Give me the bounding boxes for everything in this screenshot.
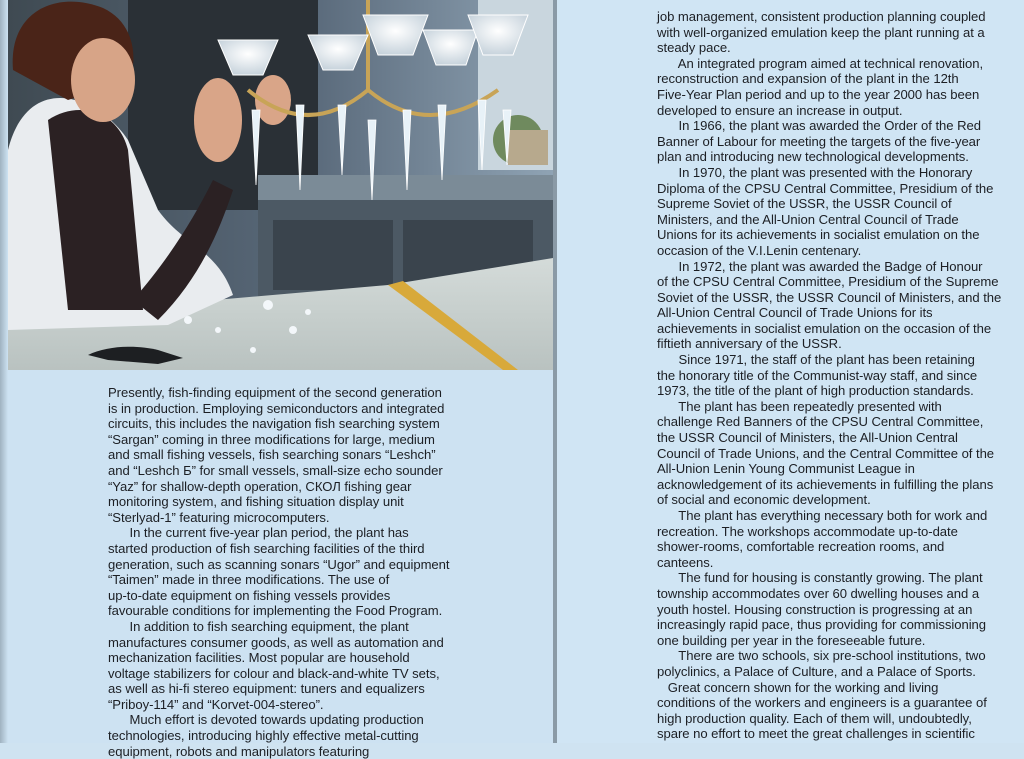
text-line: township accommodates over 60 dwelling houses and a xyxy=(657,585,980,601)
text-line: “Taimen” made in three modifications. The use of xyxy=(108,572,390,588)
text-line: favourable conditions for implementing the Food Program. xyxy=(108,603,443,619)
text-line: youth hostel. Housing construction is progressing at an xyxy=(657,601,973,617)
text-line: manufactures consumer goods, as well as automation and xyxy=(108,634,444,650)
text-line: plan and introducing new technological developments. xyxy=(657,149,969,165)
chandelier-assembly-photo xyxy=(8,0,553,370)
text-line: fiftieth anniversary of the USSR. xyxy=(657,336,842,352)
text-line: In 1970, the plant was presented with the Honorary xyxy=(657,164,973,180)
text-line: generation, such as scanning sonars “Ugor” and equipment xyxy=(108,556,450,572)
text-line: steady pace. xyxy=(657,40,731,56)
text-line: is in production. Employing semiconductors and integrated xyxy=(108,400,445,416)
text-line: high production quality. Each of them will, undoubtedly, xyxy=(657,710,972,726)
text-line: one building per year in the foreseeable future. xyxy=(657,632,926,648)
text-line: achievements in socialist emulation on the occasion of the xyxy=(657,320,992,336)
text-line: Diploma of the CPSU Central Committee, Presidium of the xyxy=(657,180,994,196)
text-line: In 1966, the plant was awarded the Order of the Red xyxy=(657,118,981,134)
text-line: technologies, introducing highly effective metal-cutting xyxy=(108,728,419,744)
text-line: In 1972, the plant was awarded the Badge of Honour xyxy=(657,258,983,274)
text-line: challenge Red Banners of the CPSU Central Committee, xyxy=(657,414,984,430)
text-line: Banner of Labour for meeting the targets of the five-year xyxy=(657,133,981,149)
text-line: In the current five-year plan period, the plant has xyxy=(108,525,409,541)
text-line: Soviet of the USSR, the USSR Council of Ministers, and the xyxy=(657,289,1002,305)
text-line: “Yaz” for shallow-depth operation, СКОЛ fishing gear xyxy=(108,478,412,494)
text-line: In addition to fish searching equipment, the plant xyxy=(108,618,409,634)
text-line: The plant has everything necessary both for work and xyxy=(657,508,988,523)
text-line: There are two schools, six pre-school institutions, two xyxy=(657,648,986,664)
text-line: with well-organized emulation keep the plant running at a xyxy=(657,24,985,40)
text-line: “Sargan” coming in three modifications for large, medium xyxy=(108,431,435,447)
text-line: “Sterlyad-1” featuring microcomputers. xyxy=(108,509,330,525)
text-line: Unions for its achievements in socialist emulation on the xyxy=(657,227,980,243)
text-line: Council of Trade Unions, and the Central Committee of the xyxy=(657,445,995,461)
text-line: as well as hi-fi stereo equipment: tuners and equalizers xyxy=(108,681,425,697)
text-line: mechanization facilities. Most popular are household xyxy=(108,650,410,666)
right-page xyxy=(557,0,1024,743)
text-line: the honorary title of the Communist-way staff, and since xyxy=(657,367,978,383)
text-line: circuits, this includes the navigation fish searching system xyxy=(108,416,440,432)
text-line: the USSR Council of Ministers, the All-Union Central xyxy=(657,430,958,446)
right-text-column xyxy=(657,9,1001,742)
text-line: reconstruction and expansion of the plant in the 12th xyxy=(657,71,959,87)
text-line: and small fishing vessels, fish searching sonars “Leshch” xyxy=(108,447,436,463)
text-line: recreation. The workshops accommodate up-to-date xyxy=(657,523,958,539)
text-line: job management, consistent production planning coupled xyxy=(657,9,986,24)
page-edge-shadow xyxy=(0,0,8,743)
text-line: Supreme Soviet of the USSR, the USSR Council of xyxy=(657,196,952,212)
text-line: and “Leshch Б” for small vessels, small-size echo sounder xyxy=(108,462,443,478)
text-line: Ministers, and the All-Union Central Council of Trade xyxy=(657,211,959,227)
text-line: of the CPSU Central Committee, Presidium of the Supreme xyxy=(657,274,999,290)
text-line: acknowledgement of its achievements in fulfilling the plans xyxy=(657,476,994,492)
text-line: The fund for housing is constantly growing. The plant xyxy=(657,570,983,586)
text-line: 1973, the title of the plant of high production standards. xyxy=(657,383,974,399)
text-line: All-Union Lenin Young Communist League in xyxy=(657,461,915,477)
text-line: increasingly rapid pace, thus providing for commissioning xyxy=(657,617,987,633)
text-line: polyclinics, a Palace of Culture, and a Palace of Sports. xyxy=(657,663,976,679)
text-line: Much effort is devoted towards updating production xyxy=(108,712,424,728)
text-line: All-Union Central Council of Trade Unions for its xyxy=(657,305,933,321)
text-line: “Priboy-114” and “Korvet-004-stereo”. xyxy=(108,696,324,712)
text-line: up-to-date equipment on fishing vessels provides xyxy=(108,587,391,603)
text-line: of social and economic development. xyxy=(657,492,871,508)
photo-illustration xyxy=(8,0,553,370)
text-line: shower-rooms, comfortable recreation rooms, and xyxy=(657,539,945,555)
text-line: developed to ensure an increase in output. xyxy=(657,102,903,118)
text-line: An integrated program aimed at technical renovation, xyxy=(657,55,984,71)
text-line: Presently, fish-finding equipment of the second generation xyxy=(108,385,442,400)
left-text-column xyxy=(108,385,449,759)
text-line: Great concern shown for the working and living xyxy=(657,679,939,695)
text-line: Five-Year Plan period and up to the year 2000 has been xyxy=(657,86,980,102)
text-line: conditions of the workers and engineers is a guarantee of xyxy=(657,695,987,711)
text-line: started production of fish searching facilities of the third xyxy=(108,540,425,556)
text-line: The plant has been repeatedly presented with xyxy=(657,398,942,414)
text-line: spare no effort to meet the great challenges in scientific xyxy=(657,726,975,742)
text-line: equipment, robots and manipulators featuring xyxy=(108,743,370,759)
text-line: voltage stabilizers for colour and black-and-white TV sets, xyxy=(108,665,440,681)
text-line: monitoring system, and fishing situation display unit xyxy=(108,494,404,510)
text-line: occasion of the V.I.Lenin centenary. xyxy=(657,242,862,258)
text-line: canteens. xyxy=(657,554,714,570)
text-line: Since 1971, the staff of the plant has been retaining xyxy=(657,352,975,368)
